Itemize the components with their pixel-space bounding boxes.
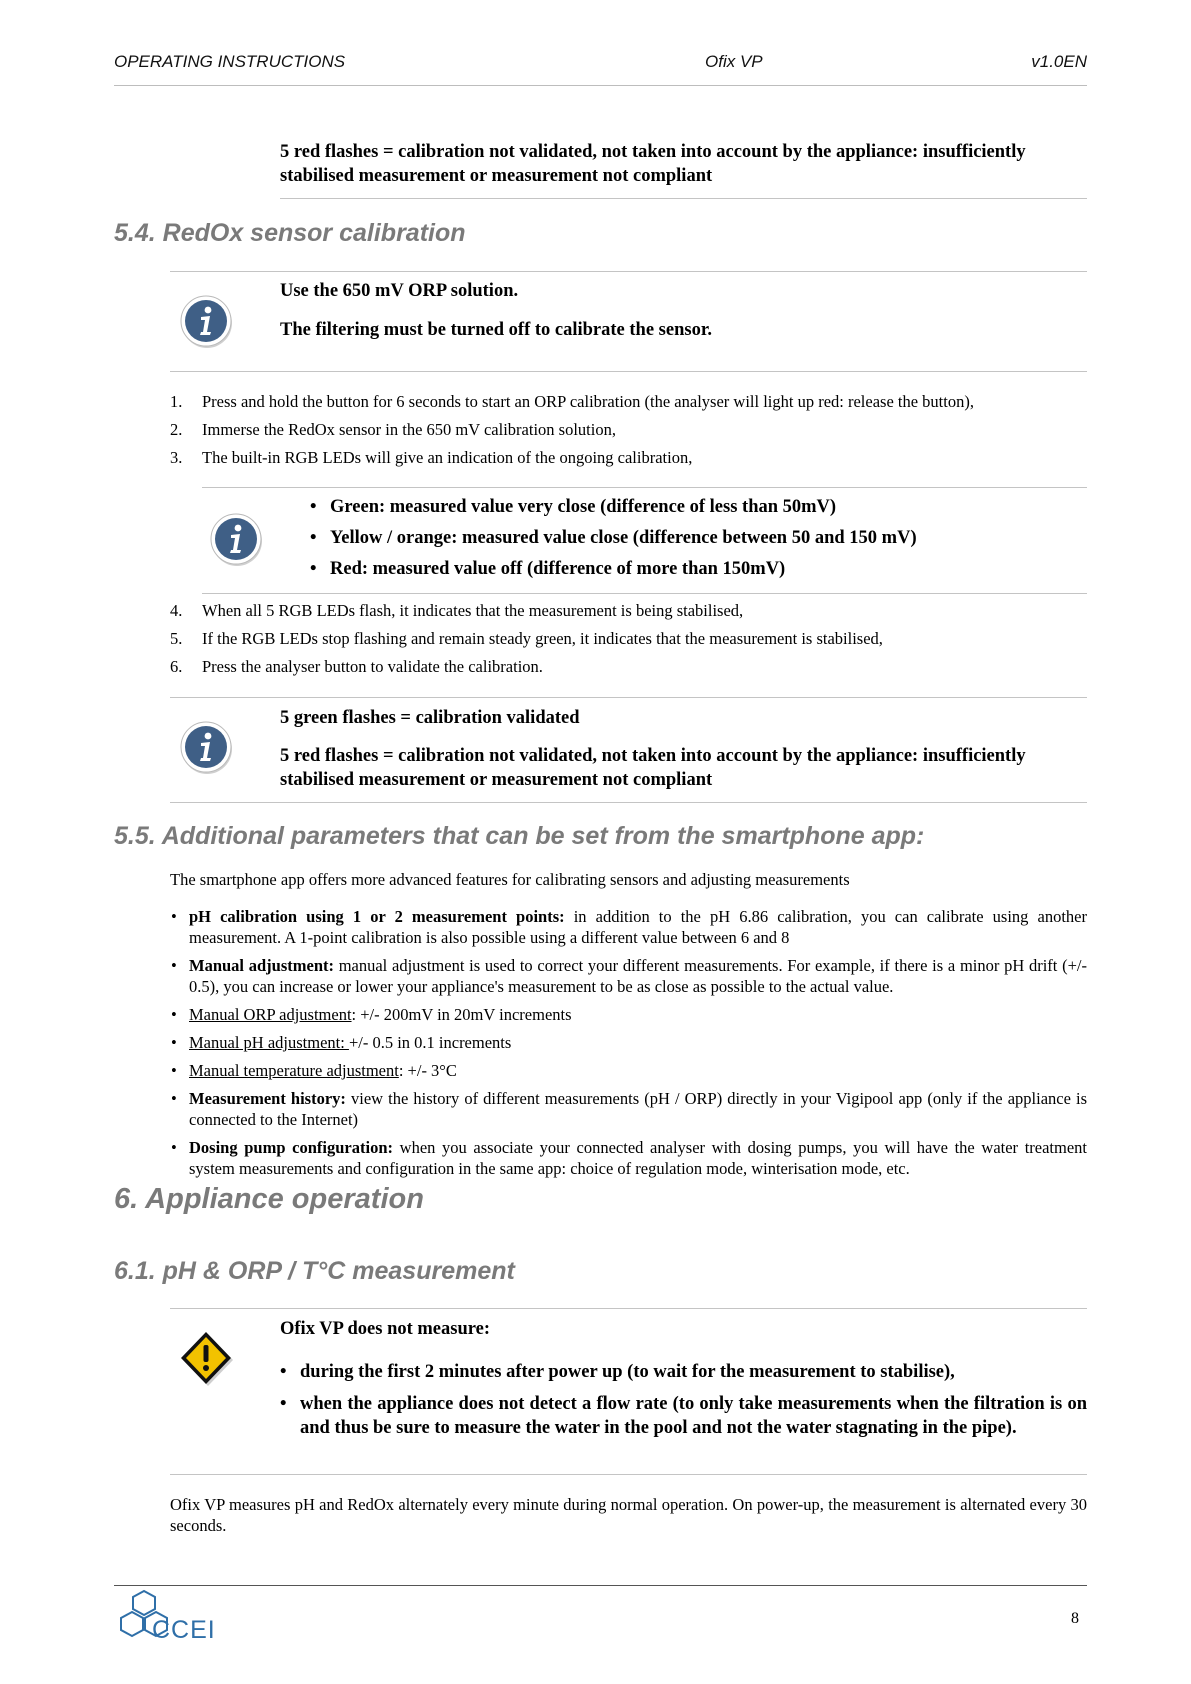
- feature-text: when you associate your connected analyser with dosing pumps, you will have the water treatment system measurements and configuration in the same app: choice of regulation mode, winterisation mode, etc.: [189, 1138, 1087, 1178]
- info-3-line-2: 5 red flashes = calibration not validated, not taken into account by the appliance: insufficiently stabilised measurement or measurement not compliant: [280, 746, 1026, 790]
- section-5-5-title: 5.5. Additional parameters that can be set from the smartphone app:: [114, 822, 925, 850]
- step-number: 1.: [170, 392, 183, 411]
- top-note-divider: [280, 198, 1087, 199]
- feature-text: +/- 0.5 in 0.1 increments: [348, 1033, 512, 1052]
- info-icon: [177, 292, 235, 355]
- feature-lead: Measurement history:: [189, 1089, 346, 1108]
- info-box-3-bottom-rule: [170, 802, 1087, 803]
- step-number: 5.: [170, 629, 183, 648]
- step-text: Press the analyser button to validate the calibration.: [202, 657, 543, 676]
- step-number: 2.: [170, 420, 183, 439]
- list-item: [170, 906, 1087, 948]
- header-product: Ofix VP: [705, 52, 763, 71]
- section-5-5-intro: The smartphone app offers more advanced features for calibrating sensors and adjusting measurements: [170, 870, 850, 889]
- step-text: Press and hold the button for 6 seconds to start an ORP calibration (the analyser will light up red: release the button),: [202, 392, 974, 411]
- logo-wordmark: CCEI: [152, 1616, 216, 1644]
- feature-lead: pH calibration using 1 or 2 measurement points:: [189, 907, 565, 926]
- info-1-line-2: The filtering must be turned off to calibrate the sensor.: [280, 320, 712, 340]
- list-item: [170, 1032, 1087, 1053]
- info-box-1-top-rule: [170, 271, 1087, 272]
- feature-text: : +/- 3°C: [398, 1061, 457, 1080]
- step-text: Immerse the RedOx sensor in the 650 mV calibration solution,: [202, 420, 616, 439]
- feature-lead: Manual temperature adjustment: [189, 1061, 399, 1080]
- warning-icon: [177, 1330, 237, 1395]
- list-item: [170, 657, 1087, 685]
- step-number: 3.: [170, 448, 183, 467]
- section-6-1-body: Ofix VP measures pH and RedOx alternately every minute during normal operation. On power-up, the measurement is alternated every 30 seconds.: [170, 1495, 1087, 1535]
- feature-text: : +/- 200mV in 20mV increments: [351, 1005, 572, 1024]
- step-number: 6.: [170, 657, 183, 676]
- step-number: 4.: [170, 601, 183, 620]
- list-item: [170, 1004, 1087, 1025]
- header-doc-type: OPERATING INSTRUCTIONS: [114, 52, 346, 71]
- list-item: [170, 420, 1087, 448]
- step-text: The built-in RGB LEDs will give an indication of the ongoing calibration,: [202, 448, 693, 467]
- list-item: [170, 601, 1087, 629]
- feature-text: manual adjustment is used to correct your different measurements. For example, if there is a minor pH drift (+/- 0.5), you can increase or lower your appliance's measurement to be as close as possible to the actual value.: [189, 956, 1087, 996]
- ccei-logo: [112, 1588, 222, 1653]
- footer-divider: [114, 1585, 1087, 1586]
- list-item: [170, 448, 1087, 476]
- list-item: • during the first 2 minutes after power up (to wait for the measurement to stabilise),: [280, 1360, 1087, 1384]
- feature-lead: Manual ORP adjustment: [189, 1005, 352, 1024]
- section-6-title: 6. Appliance operation: [114, 1183, 424, 1215]
- list-item: [170, 1088, 1087, 1130]
- warning-list: [280, 1360, 1087, 1448]
- feature-lead: Manual pH adjustment:: [189, 1033, 349, 1052]
- steps-list-b: [170, 601, 1087, 685]
- list-item: [170, 392, 1087, 420]
- led-indication-list: [310, 495, 1087, 588]
- page-number: 8: [1071, 1610, 1079, 1627]
- info-box-1-bottom-rule: [170, 371, 1087, 372]
- warning-title: Ofix VP does not measure:: [280, 1319, 491, 1339]
- list-item: • Red: measured value off (difference of more than 150mV): [310, 557, 1087, 588]
- info-box-3-top-rule: [170, 697, 1087, 698]
- list-item: [170, 955, 1087, 997]
- info-icon: [177, 718, 235, 781]
- info-box-2-bottom-rule: [202, 593, 1087, 594]
- info-icon: [207, 510, 265, 573]
- feature-lead: Dosing pump configuration:: [189, 1138, 393, 1157]
- feature-text: in addition to the pH 6.86 calibration, you can calibrate using another measurement. A 1-point calibration is also possible using a different value between 6 and 8: [189, 907, 1087, 947]
- list-item: [170, 1137, 1087, 1179]
- warning-box-top-rule: [170, 1308, 1087, 1309]
- list-item: • Green: measured value very close (difference of less than 50mV): [310, 495, 1087, 526]
- header-version: v1.0EN: [1031, 52, 1087, 71]
- list-item: [170, 629, 1087, 657]
- list-item: [170, 1060, 1087, 1081]
- step-text: When all 5 RGB LEDs flash, it indicates that the measurement is being stabilised,: [202, 601, 744, 620]
- steps-list-a: [170, 392, 1087, 476]
- feature-lead: Manual adjustment:: [189, 956, 334, 975]
- list-item: • when the appliance does not detect a flow rate (to only take measurements when the filtration is on and thus be sure to measure the water in the pool and not the water stagnating in the pipe).: [280, 1392, 1087, 1440]
- section-5-4-title: 5.4. RedOx sensor calibration: [114, 219, 466, 247]
- header-divider: [114, 85, 1087, 86]
- top-note: 5 red flashes = calibration not validated, not taken into account by the appliance: insufficiently stabilised measurement or measurement not compliant: [280, 142, 1026, 186]
- info-1-line-1: Use the 650 mV ORP solution.: [280, 281, 519, 301]
- app-features-list: [170, 906, 1087, 1186]
- list-item: • Yellow / orange: measured value close (difference between 50 and 150 mV): [310, 526, 1087, 557]
- info-3-line-1: 5 green flashes = calibration validated: [280, 708, 580, 728]
- feature-text: view the history of different measurements (pH / ORP) directly in your Vigipool app (only if the appliance is connected to the Internet): [189, 1089, 1088, 1129]
- step-text: If the RGB LEDs stop flashing and remain steady green, it indicates that the measurement is stabilised,: [202, 629, 883, 648]
- info-box-2-top-rule: [202, 487, 1087, 488]
- section-6-1-title: 6.1. pH & ORP / T°C measurement: [114, 1257, 515, 1285]
- warning-box-bottom-rule: [170, 1474, 1087, 1475]
